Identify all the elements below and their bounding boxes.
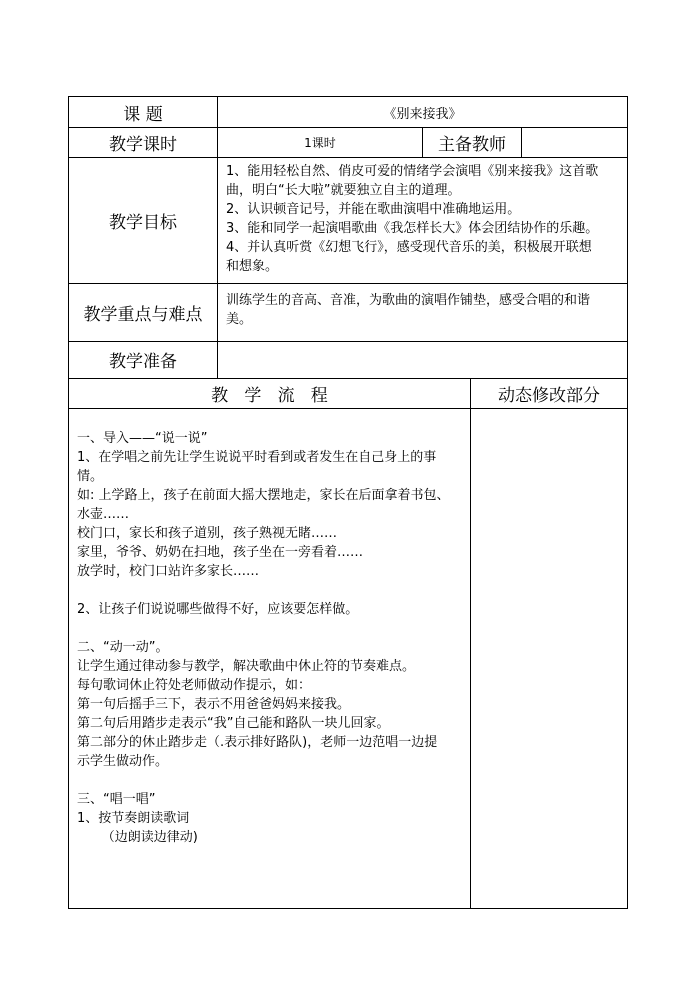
preparation-value	[218, 341, 627, 378]
preparation-label: 教学准备	[109, 352, 177, 372]
goals-line: 曲，明白“长大啦”就要独立自主的道理。	[226, 183, 461, 198]
flow-line: 二、“动一动”。	[77, 640, 169, 655]
flow-line: 1、按节奏朗读歌词	[77, 811, 190, 826]
key-points-line: 美。	[226, 312, 253, 327]
goals-line: 和想象。	[226, 259, 279, 274]
flow-line: 每句歌词休止符处老师做动作提示，如：	[77, 678, 312, 693]
flow-line: 让学生通过律动参与教学，解决歌曲中休止符的节奏难点。	[77, 659, 416, 674]
flow-line: 放学时，校门口站许多家长……	[77, 564, 260, 579]
flow-line	[77, 619, 477, 638]
dynamic-revision-title: 动态修改部分	[498, 385, 600, 406]
lesson-plan-table	[68, 96, 628, 909]
flow-line: 第一句后摇手三下，表示不用爸爸妈妈来接我。	[77, 697, 351, 712]
key-points-label: 教学重点与难点	[83, 304, 203, 325]
topic-value: 《别来接我》	[383, 106, 462, 122]
key-points-text	[226, 291, 626, 329]
flow-title: 教 学 流 程	[211, 385, 328, 406]
flow-line: 1、在学唱之前先让学生说说平时看到或者发生在自己身上的事	[77, 450, 437, 465]
topic-label: 课 题	[123, 104, 163, 125]
goals-text	[226, 159, 626, 283]
flow-line	[77, 581, 477, 600]
flow-body	[77, 429, 477, 847]
goals-line: 1、能用轻松自然、俏皮可爱的情绪学会演唱《别来接我》这首歌	[226, 164, 599, 179]
flow-line: 第二部分的休止踏步走（.表示排好路队)，老师一边范唱一边提	[77, 735, 438, 750]
flow-line: （边朗读边律动)	[77, 830, 198, 845]
goals-line: 2、认识顿音记号，并能在歌曲演唱中准确地运用。	[226, 202, 521, 217]
row-divider	[69, 408, 627, 409]
flow-line: 校门口，家长和孩子道别，孩子熟视无睹……	[77, 526, 338, 541]
teacher-value	[522, 127, 627, 157]
hours-value: 1课时	[304, 135, 336, 150]
flow-line: 2、让孩子们说说哪些做得不好，应该要怎样做。	[77, 602, 359, 617]
flow-line: 家里，爷爷、奶奶在扫地，孩子坐在一旁看着……	[77, 545, 364, 560]
flow-line: 三、“唱一唱”	[77, 792, 156, 807]
flow-line: 示学生做动作。	[77, 754, 169, 769]
key-points-line: 训练学生的音高、音准，为歌曲的演唱作铺垫，感受合唱的和谐	[226, 293, 591, 308]
flow-line: 一、导入——“说一说”	[77, 431, 208, 446]
flow-line	[77, 771, 477, 790]
teacher-label: 主备教师	[438, 134, 506, 155]
flow-line: 水壶……	[77, 507, 130, 522]
flow-line: 如: 上学路上，孩子在前面大摇大摆地走，家长在后面拿着书包、	[77, 488, 450, 503]
goals-line: 4、并认真听赏《幻想飞行》，感受现代音乐的美，积极展开联想	[226, 240, 592, 255]
flow-line: 第二句后用踏步走表示“我”自己能和路队一块儿回家。	[77, 716, 390, 731]
flow-line: 情。	[77, 469, 104, 484]
hours-label: 教学课时	[109, 134, 177, 155]
goals-line: 3、能和同学一起演唱歌曲《我怎样长大》体会团结协作的乐趣。	[226, 221, 599, 236]
goals-label: 教学目标	[109, 212, 177, 233]
